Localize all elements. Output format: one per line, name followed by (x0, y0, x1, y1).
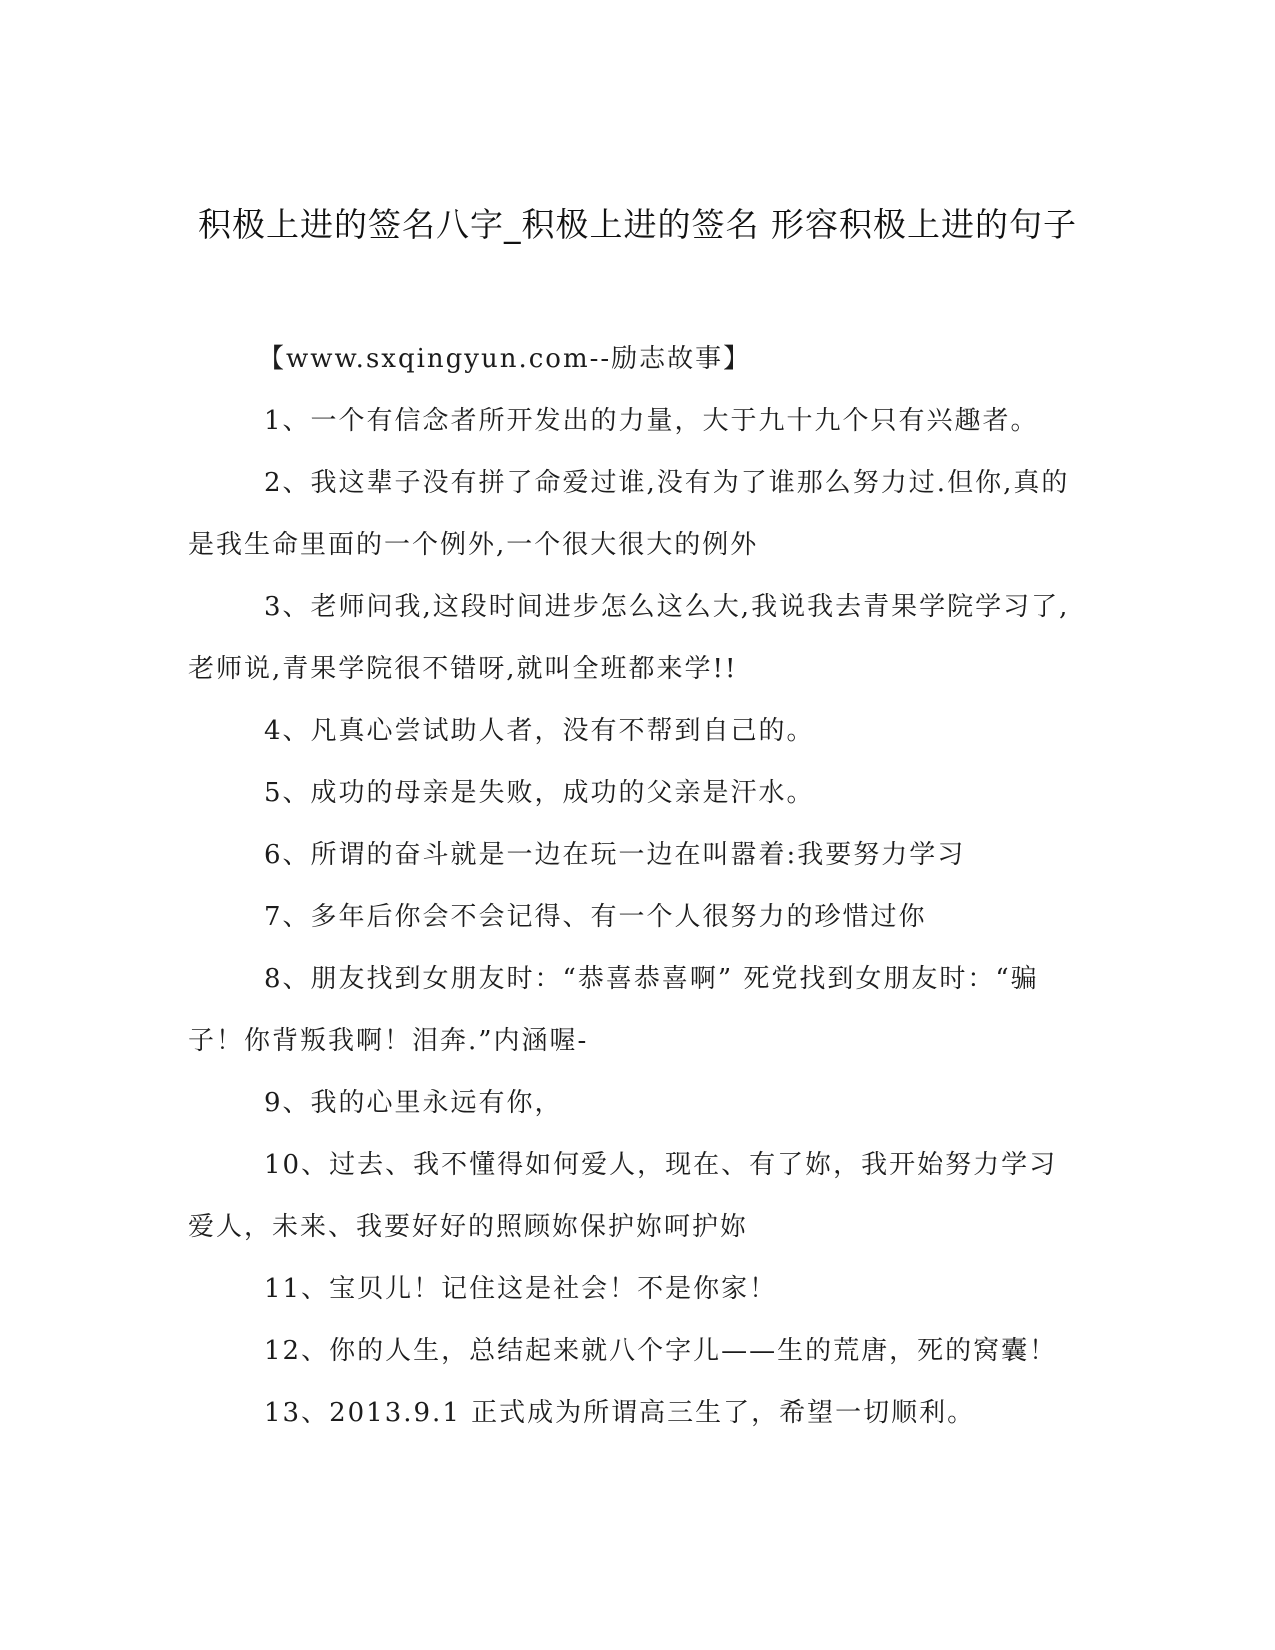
source-line: 【www.sxqingyun.com--励志故事】 (258, 344, 752, 374)
paragraph-9: 9、我的心里永远有你， (264, 1088, 563, 1118)
document-title: 积极上进的签名八字_积极上进的签名 形容积极上进的句子 (198, 205, 1077, 244)
paragraph-10: 10、过去、我不懂得如何爱人，现在、有了妳，我开始努力学习爱人，未来、我要好好的照顾妳保护妳呵护妳 (188, 1150, 1058, 1242)
paragraph-7: 7、多年后你会不会记得、有一个人很努力的珍惜过你 (264, 902, 927, 932)
paragraph-5: 5、成功的母亲是失败，成功的父亲是汗水。 (264, 778, 815, 808)
document-body (188, 328, 1083, 1444)
paragraph-1: 1、一个有信念者所开发出的力量，大于九十九个只有兴趣者。 (264, 406, 1039, 436)
paragraph-12: 12、你的人生，总结起来就八个字儿——生的荒唐，死的窝囊！ (264, 1336, 1058, 1366)
paragraph-4: 4、凡真心尝试助人者，没有不帮到自己的。 (264, 716, 815, 746)
paragraph-2: 2、我这辈子没有拼了命爱过谁,没有为了谁那么努力过.但你,真的是我生命里面的一个例外,一个很大很大的例外 (188, 468, 1070, 560)
paragraph-3: 3、老师问我,这段时间进步怎么这么大,我说我去青果学院学习了,老师说,青果学院很不错呀,就叫全班都来学!! (188, 592, 1070, 684)
paragraph-11: 11、宝贝儿！记住这是社会！不是你家！ (264, 1274, 778, 1304)
paragraph-6: 6、所谓的奋斗就是一边在玩一边在叫嚣着:我要努力学习 (264, 840, 966, 870)
paragraph-13: 13、2013.9.1 正式成为所谓高三生了，希望一切顺利。 (264, 1398, 976, 1428)
paragraph-8: 8、朋友找到女朋友时：“恭喜恭喜啊” 死党找到女朋友时：“骗子！你背叛我啊！泪奔.”内涵喔- (188, 964, 1039, 1056)
